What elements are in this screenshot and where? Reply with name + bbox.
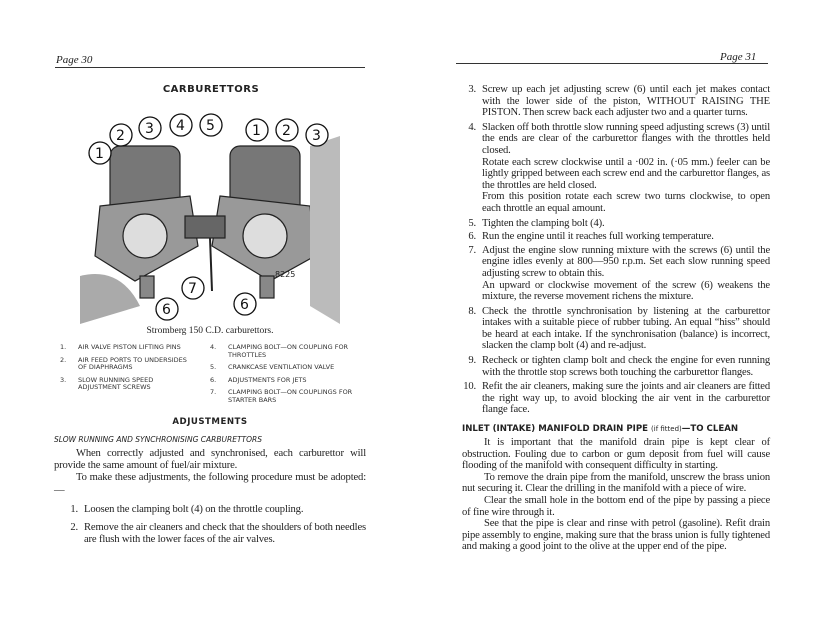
right-flow-column — [452, 84, 770, 553]
svg-text:3: 3 — [145, 121, 154, 137]
step-item: 3. Screw up each jet adjusting screw (6) until each jet makes contact with the lower side of the piston, WITHOUT RAISING THE PISTON. Then screw back each adjuster two and a quarter turns. — [468, 84, 770, 119]
callout-3b — [306, 124, 328, 146]
paragraph: It is important that the manifold drain pipe is kept clear of obstruction. Fouling due to carbon or gum deposit from fuel will cause flooding of the manifold with consequent difficulty in starting. — [462, 437, 770, 472]
svg-text:6: 6 — [162, 302, 171, 318]
figure-number: 8225 — [275, 270, 296, 279]
step-item: 9. Recheck or tighten clamp bolt and check the engine for even running with the throttle stop screws both touching the carburettor flanges. — [468, 355, 770, 378]
svg-text:4: 4 — [176, 118, 185, 134]
paragraph: To make these adjustments, the following procedure must be adopted:— — [54, 472, 366, 496]
svg-text:7: 7 — [188, 281, 197, 297]
figure-caption: Stromberg 150 C.D. carburettors. — [146, 326, 274, 336]
callout-1b — [246, 119, 268, 141]
step-item: 2. Remove the air cleaners and check that the shoulders of both needles are flush with the lower faces of the air valves. — [70, 522, 366, 546]
svg-text:6: 6 — [240, 297, 249, 313]
legend-item: 1. AIR VALVE PISTON LIFTING PINS — [60, 343, 181, 351]
section-title-adjustments: ADJUSTMENTS — [172, 417, 248, 427]
step-item: 7. Adjust the engine slow running mixture with the screws (6) until the engine idles evenly at 800—950 r.p.m. Set each slow running speed adjusting screw to obtain this. An upward or clockwise movement of the screw (6) weakens the mixture, the reverse movement richens the mixture. — [468, 244, 770, 303]
svg-text:3: 3 — [312, 128, 321, 144]
step-item: 8. Check the throttle synchronisation by listening at the carburettor intakes with a suitable piece of rubber tubing. An equal “hiss” should be heard at each intake. If the synchronisation (balance) is incorrect, slacken the clamp bolt (4) and re-adjust. — [468, 305, 770, 352]
legend-item: 3. SLOW RUNNING SPEED ADJUSTMENT SCREWS — [60, 375, 154, 391]
left-flow-column — [54, 326, 366, 546]
page-number-left: Page 30 — [56, 54, 93, 66]
figure-legend-col1 — [60, 344, 188, 409]
svg-text:2: 2 — [116, 128, 125, 144]
page-number-right: Page 31 — [720, 51, 757, 63]
callout-2b — [276, 119, 298, 141]
callout-2 — [110, 124, 132, 146]
svg-text:1: 1 — [252, 123, 261, 139]
legend-item: 5. CRANKCASE VENTILATION VALVE — [210, 363, 335, 371]
page-title: CARBURETTORS — [162, 84, 260, 95]
header-rule-left — [55, 67, 365, 68]
header-rule-right — [456, 63, 768, 64]
callout-6 — [156, 298, 178, 320]
callout-3 — [139, 117, 161, 139]
callout-6b — [234, 293, 256, 315]
right-steps — [452, 84, 770, 416]
legend-item: 4. CLAMPING BOLT—ON COUPLING FOR THROTTLES — [210, 343, 349, 359]
step-item: 1. Loosen the clamping bolt (4) on the throttle coupling. — [70, 503, 304, 515]
figure-legend-col2 — [210, 344, 360, 409]
section-title-drain-pipe: INLET (INTAKE) MANIFOLD DRAIN PIPE (if fitted)—TO CLEAN — [462, 424, 739, 435]
legend-item: 7. CLAMPING BOLT—ON COUPLINGS FOR STARTER BARS — [210, 388, 353, 404]
step-item: 4. Slacken off both throttle slow running speed adjusting screws (3) until the ends are clear of the carburettor flanges with the throttles held closed. Rotate each screw clockwise until a ·002 in. (·05 mm.) feeler can be lightly gripped between each screw end and the carburettor flanges, as the throttles are held closed. From this position rotate each screw two turns clockwise, to open each throttle an equal amount. — [468, 121, 770, 214]
left-body — [54, 448, 366, 546]
carburettor-photo — [80, 106, 340, 324]
callout-1 — [89, 142, 111, 164]
paragraph: Clear the small hole in the bottom end of the pipe by passing a piece of fine wire through it. — [462, 495, 770, 518]
figure-legend — [54, 344, 366, 409]
paragraph: See that the pipe is clear and rinse with petrol (gasoline). Refit drain pipe assembly to engine, making sure that the brass union is fully tightened and making a good joint to the olive at the upper end of the pipe. — [462, 518, 770, 553]
legend-item: 6. ADJUSTMENTS FOR JETS — [210, 375, 307, 384]
callout-5 — [200, 114, 222, 136]
legend-item: 2. AIR FEED PORTS TO UNDERSIDES OF DIAPHRAGMS — [60, 355, 187, 371]
callout-4 — [170, 114, 192, 136]
step-item: 6. Run the engine until it reaches full working temperature. — [468, 231, 714, 243]
step-item: 5. Tighten the clamping bolt (4). — [468, 217, 605, 229]
paragraph: When correctly adjusted and synchronised, each carburettor will provide the same amount of fuel/air mixture. — [54, 448, 366, 472]
subsection-title: SLOW RUNNING AND SYNCHRONISING CARBURETTORS — [54, 435, 262, 444]
paragraph: To remove the drain pipe from the manifold, unscrew the brass union nut securing it. Clear the drilling in the manifold with a piece of wire. — [462, 471, 770, 495]
right-body — [452, 437, 770, 553]
callout-7 — [182, 277, 204, 299]
svg-text:5: 5 — [206, 118, 215, 134]
step-item: 10. Refit the air cleaners, making sure the joints and air cleaners are fitted the right way up, to avoid blocking the air vent in the carburettor flange face. — [463, 381, 770, 416]
svg-text:1: 1 — [95, 146, 104, 162]
svg-text:2: 2 — [282, 123, 291, 139]
